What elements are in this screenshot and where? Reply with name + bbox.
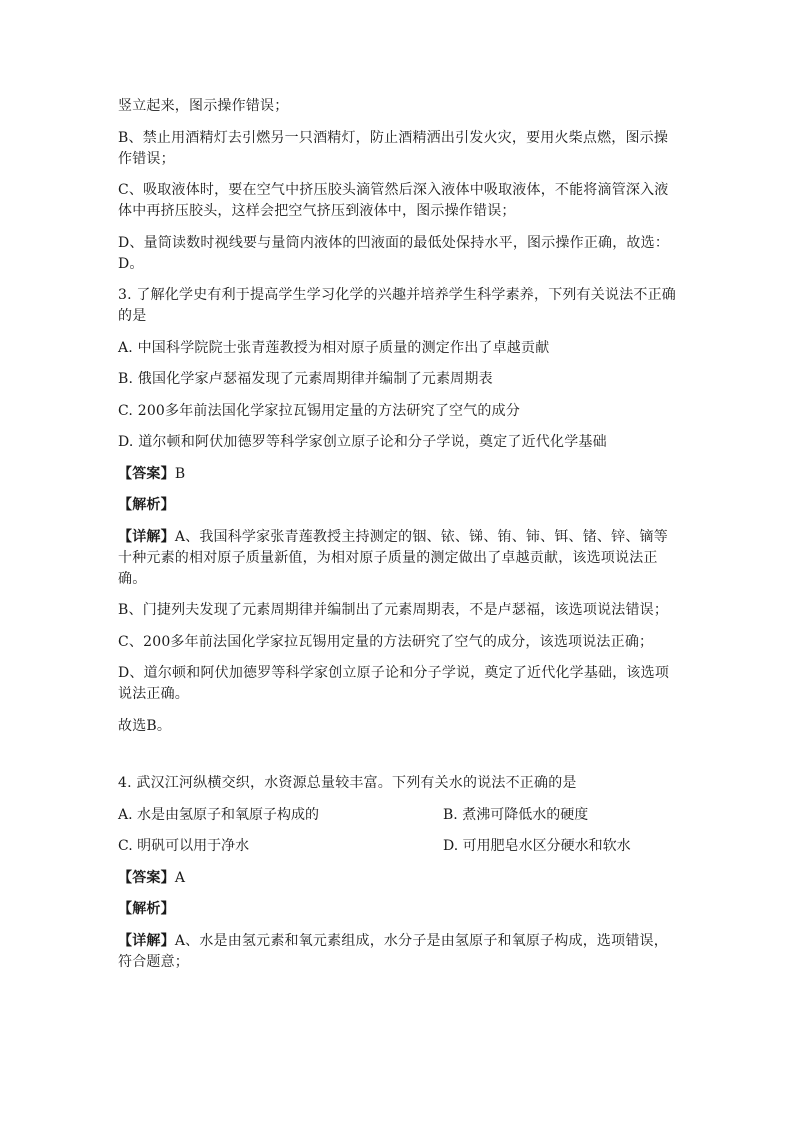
q4-answer-tag: 【答案】 [118,869,175,886]
q4-stem: 4. 武汉江河纵横交织，水资源总量较丰富。下列有关水的说法不正确的是 [118,775,577,791]
q4-option-b: B. 煮沸可降低水的硬度 [443,806,589,823]
document-page [118,96,678,983]
q3-detail-tag: 【详解】 [118,528,175,545]
q4-analysis-heading [118,899,678,920]
q3-detail-c: C、200多年前法国化学家拉瓦锡用定量的方法研究了空气的成分，该选项说法正确； [118,633,654,650]
q2-option-d-explanation: D、量筒读数时视线要与量筒内液体的凹液面的最低处保持水平，图示操作正确，故选：D。 [118,234,670,272]
q3-conclusion: 故选B。 [118,717,172,734]
q3-analysis-tag: 【解析】 [118,497,175,513]
q3-detail-a-text: A、我国科学家张青莲教授主持测定的铟、铱、锑、铕、铈、铒、锗、锌、镝等十种元素的相对原子质量新值，为相对原子质量的测定做出了卓越贡献，该选项说法正确。 [118,528,668,587]
q4-options-row-2 [118,836,678,857]
q3-option-b: B. 俄国化学家卢瑟福发现了元素周期律并编制了元素周期表 [118,371,493,387]
q3-option-c: C. 200多年前法国化学家拉瓦锡用定量的方法研究了空气的成分 [118,402,521,419]
q4-option-c: C. 明矾可以用于净水 [118,838,250,854]
q4-option-d: D. 可用肥皂水区分硬水和软水 [443,838,631,854]
q2-continued-line: 竖立起来，图示操作错误； [118,98,289,114]
q4-analysis-tag: 【解析】 [118,901,175,917]
q3-analysis-heading [118,495,678,516]
q3-option-d: D. 道尔顿和阿伏加德罗等科学家创立原子论和分子学说，奠定了近代化学基础 [118,434,607,450]
q4-options-row-1 [118,805,678,826]
q3-answer-tag: 【答案】 [118,465,175,482]
q3-option-a: A. 中国科学院院士张青莲教授为相对原子质量的测定作出了卓越贡献 [118,339,550,356]
q4-detail-a [118,931,678,973]
q3-detail-d: D、道尔顿和阿伏加德罗等科学家创立原子论和分子学说，奠定了近代化学基础，该选项说法正确。 [118,665,670,702]
question-spacer [118,747,678,773]
q4-detail-tag: 【详解】 [118,932,175,949]
q3-detail-b: B、门捷列夫发现了元素周期律并编制出了元素周期表，不是卢瑟福，该选项说法错误； [118,602,669,618]
q2-option-c-explanation: C、吸取液体时，要在空气中挤压胶头滴管然后深入液体中吸取液体，不能将滴管深入液体中再挤压胶头，这样会把空气挤压到液体中，图示操作错误； [118,182,669,219]
q4-detail-a-text: A、水是由氢元素和氧元素组成，水分子是由氢原子和氧原子构成，选项错误，符合题意； [118,932,668,970]
q2-option-b-explanation: B、禁止用酒精灯去引燃另一只酒精灯，防止酒精洒出引发火灾，要用火柴点燃，图示操作错误； [118,129,669,167]
q4-answer [118,868,678,889]
q3-answer [118,464,678,485]
q4-option-a: A. 水是由氢原子和氧原子构成的 [118,806,320,823]
q3-answer-value: B [174,465,186,482]
q4-answer-value: A [174,869,186,886]
q3-detail-a [118,527,678,590]
q3-stem: 3. 了解化学史有利于提高学生学习化学的兴趣并培养学生科学素养，下列有关说法不正确的是 [118,287,677,324]
